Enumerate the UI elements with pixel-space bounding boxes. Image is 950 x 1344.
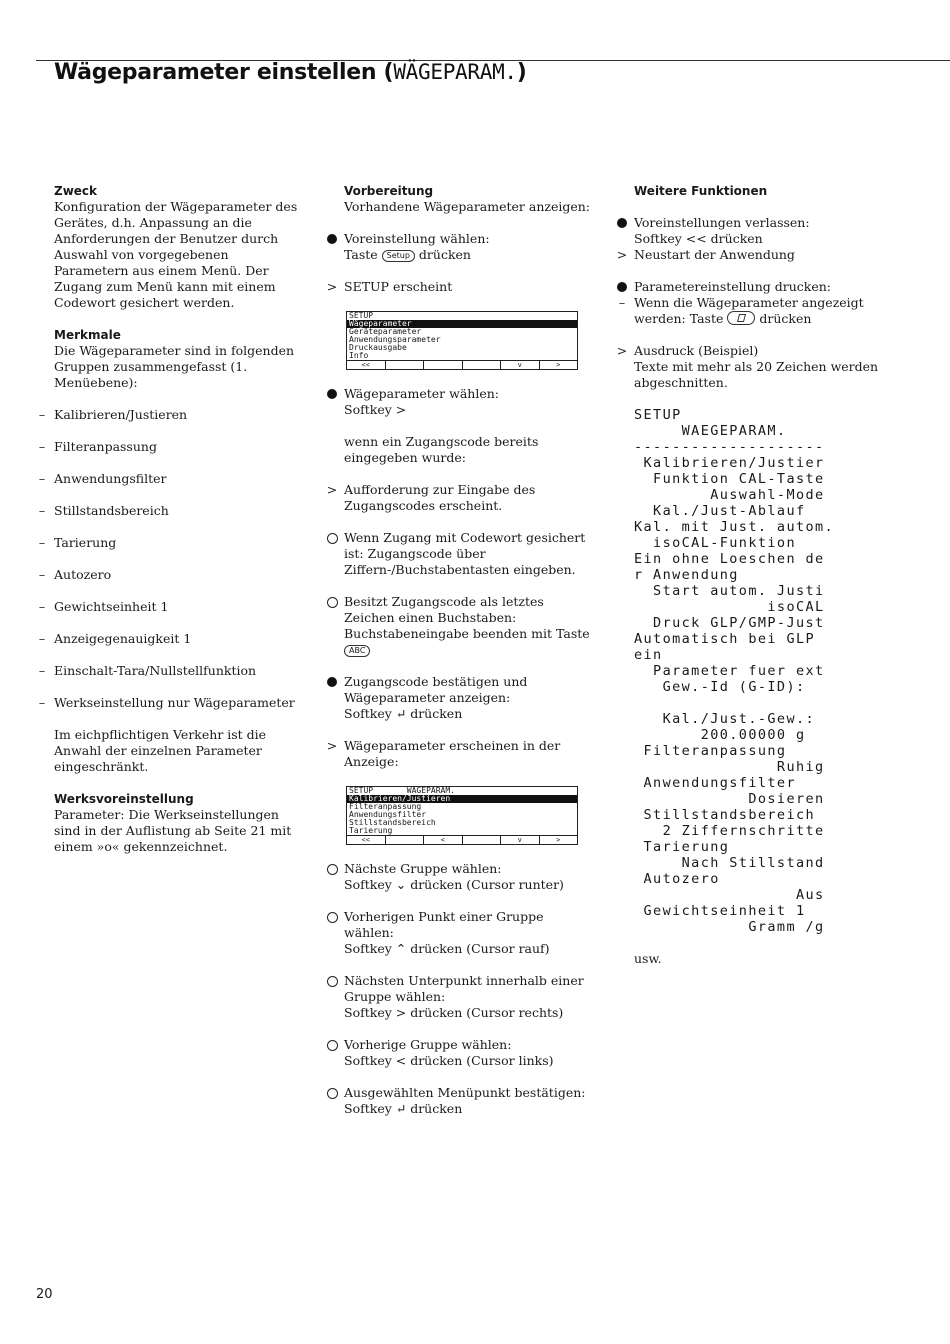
open-bullet-icon — [327, 533, 338, 544]
function-exit-presets: Voreinstellungen verlassen: Softkey << drücken — [634, 215, 894, 247]
result-restart: > Neustart der Anwendung — [616, 247, 795, 262]
softkey-label — [386, 836, 425, 844]
lcd-softkey-bar — [347, 835, 577, 844]
result-setup: > SETUP erscheint — [326, 279, 453, 294]
column-further-functions — [616, 183, 894, 983]
merkmale-heading: Merkmale — [54, 328, 121, 342]
lcd-row-selected: Wägeparameter — [347, 320, 577, 328]
filled-bullet-icon — [327, 234, 337, 244]
list-item: – Filteranpassung — [54, 439, 304, 455]
open-bullet-icon — [327, 1040, 338, 1051]
page-title-text: Wägeparameter einstellen ( — [54, 60, 394, 85]
lcd-row: Tarierung — [349, 827, 393, 835]
arrow-result-icon: > — [616, 343, 628, 358]
softkey-label: > — [556, 361, 561, 369]
dash-icon: – — [38, 631, 46, 646]
softkey-label: v — [501, 836, 540, 844]
access-code-note: wenn ein Zugangscode bereits eingegeben wurde: — [344, 434, 539, 465]
filled-bullet-icon — [327, 677, 337, 687]
filled-bullet-icon — [617, 282, 627, 292]
page-title-display-code: WÄGEPARAM. — [393, 60, 517, 84]
step-preset: Voreinstellung wählen: Taste Setup drücken — [344, 231, 594, 263]
page-title — [54, 60, 527, 85]
result-code-prompt: > Aufforderung zur Eingabe des Zugangscodes erscheint. — [326, 482, 536, 513]
list-item: – Autozero — [54, 567, 304, 583]
column-purpose — [38, 183, 304, 871]
group-list — [38, 407, 304, 711]
lcd-row: Anwendungsfilter — [349, 811, 427, 819]
list-item: – Stillstandsbereich — [54, 503, 304, 519]
step-confirm-code: Zugangscode bestätigen und Wägeparameter anzeigen: Softkey ↵ drücken — [344, 674, 594, 722]
option-prev-group: Vorherige Gruppe wählen: Softkey < drücken (Cursor links) — [344, 1037, 594, 1069]
page-number: 20 — [36, 1287, 53, 1302]
werk-text: Parameter: Die Werkseinstellungen sind in der Auflistung ab Seite 21 mit einem »o« gekennzeichnet. — [54, 807, 292, 854]
eich-text: Im eichpflichtigen Verkehr ist die Anwahl der einzelnen Parameter eingeschränkt. — [54, 727, 267, 774]
open-bullet-icon — [327, 912, 338, 923]
open-bullet-icon — [327, 976, 338, 987]
arrow-result-icon: > — [326, 738, 338, 753]
softkey-label — [386, 361, 425, 369]
abc-key-icon: ABC — [344, 645, 370, 657]
list-item: – Werkseinstellung nur Wägeparameter — [54, 695, 304, 711]
werk-heading: Werksvoreinstellung — [54, 792, 194, 806]
dash-icon: – — [618, 295, 626, 310]
arrow-result-icon: > — [326, 279, 338, 294]
setup-key-icon: Setup — [382, 250, 415, 262]
arrow-result-icon: > — [616, 247, 628, 262]
function-print-params: Parametereinstellung drucken: — [634, 279, 894, 295]
list-item: – Anzeigegenauigkeit 1 — [54, 631, 304, 647]
lcd-row: Stillstandsbereich — [349, 819, 436, 827]
list-item: – Kalibrieren/Justieren — [54, 407, 304, 423]
option-next-subpoint: Nächsten Unterpunkt innerhalb einer Gruppe wählen: Softkey > drücken (Cursor rechts) — [344, 973, 594, 1021]
merkmale-text: Die Wägeparameter sind in folgenden Gruppen zusammengefasst (1. Menüebene): — [54, 343, 295, 390]
dash-icon: – — [38, 695, 46, 710]
open-bullet-icon — [327, 1088, 338, 1099]
lcd-row: Druckausgabe — [349, 344, 407, 352]
list-item: – Einschalt-Tara/Nullstellfunktion — [54, 663, 304, 679]
softkey-label — [463, 361, 502, 369]
column-preparation — [326, 183, 594, 1133]
dash-icon: – — [38, 663, 46, 678]
softkey-label — [463, 836, 502, 844]
vorbereitung-intro: Vorhandene Wägeparameter anzeigen: — [344, 199, 591, 214]
softkey-label: > — [556, 836, 561, 844]
usw-text: usw. — [634, 951, 662, 966]
result-printout: > Ausdruck (Beispiel) Texte mit mehr als 20 Zeichen werden abgeschnitten. — [616, 343, 879, 390]
lcd-row: SETUP — [349, 312, 374, 320]
printout-example: SETUP WAEGEPARAM. -------------------- Kalibrieren/Justier Funktion CAL-Taste Auswahl-Mode Kal./Just-Ablauf Kal. mit Just. autom. isoCAL-Funktion Ein ohne Loeschen de r Anwendung Start autom. Justi isoCAL Druck GLP/GMP-Just Automatisch bei GLP ein Parameter fuer ext Gew.-Id (G-ID): Kal./Just.-Gew.: 200.00000 g Filteranpassung Ruhig Anwendungsfilter Dosieren Stillstandsbereich 2 Ziffernschritte Tarierung Nach Stillstand Autozero Aus Gewichtseinheit 1 Gramm /g — [634, 407, 835, 935]
list-item: – Gewichtseinheit 1 — [54, 599, 304, 615]
dash-icon: – — [38, 439, 46, 454]
softkey-label: < — [424, 836, 463, 844]
dash-icon: – — [38, 503, 46, 518]
filled-bullet-icon — [617, 218, 627, 228]
open-bullet-icon — [327, 597, 338, 608]
print-instruction: – Wenn die Wägeparameter angezeigt werden: Taste drücken — [634, 295, 894, 327]
lcd-row: Geräteparameter — [349, 328, 422, 336]
option-prev-point: Vorherigen Punkt einer Gruppe wählen: Softkey ⌃ drücken (Cursor rauf) — [344, 909, 594, 957]
option-confirm-item: Ausgewählten Menüpunkt bestätigen: Softkey ↵ drücken — [344, 1085, 594, 1117]
lcd-display-weighing — [346, 786, 578, 845]
dash-icon: – — [38, 535, 46, 550]
softkey-label: << — [347, 361, 386, 369]
dash-icon: – — [38, 599, 46, 614]
page-title-close: ) — [516, 60, 527, 85]
filled-bullet-icon — [327, 389, 337, 399]
lcd-softkey-bar — [347, 360, 577, 369]
option-codeword: Wenn Zugang mit Codewort gesichert ist: Zugangscode über Ziffern-/Buchstabentasten eingeben. — [344, 530, 594, 578]
step-select-weighing: Wägeparameter wählen: Softkey > — [344, 386, 594, 418]
lcd-row: Info — [349, 352, 369, 360]
result-params-shown: > Wägeparameter erscheinen in der Anzeige: — [326, 738, 561, 769]
print-key-icon — [727, 311, 755, 325]
lcd-row: Filteranpassung — [349, 803, 422, 811]
softkey-label: v — [501, 361, 540, 369]
list-item: – Anwendungsfilter — [54, 471, 304, 487]
lcd-display-setup — [346, 311, 578, 370]
dash-icon: – — [38, 567, 46, 582]
list-item: – Tarierung — [54, 535, 304, 551]
lcd-row: SETUP WÄGEPARAM. — [349, 787, 455, 795]
vorbereitung-heading: Vorbereitung — [344, 184, 434, 198]
zweck-heading: Zweck — [54, 184, 98, 198]
lcd-row-selected: Kalibrieren/Justieren — [347, 795, 577, 803]
weitere-heading: Weitere Funktionen — [634, 184, 768, 198]
softkey-label: << — [347, 836, 386, 844]
lcd-row: Anwendungsparameter — [349, 336, 441, 344]
option-letter-end: Besitzt Zugangscode als letztes Zeichen einen Buchstaben: Buchstabeneingabe beenden mit Taste ABC — [344, 594, 594, 658]
open-bullet-icon — [327, 864, 338, 875]
softkey-label — [424, 361, 463, 369]
arrow-result-icon: > — [326, 482, 338, 497]
option-next-group: Nächste Gruppe wählen: Softkey ⌄ drücken (Cursor runter) — [344, 861, 594, 893]
zweck-text: Konfiguration der Wägeparameter des Gerätes, d.h. Anpassung an die Anforderungen der Benutzer durch Auswahl von vorgegebenen Parametern aus einem Menü. Der Zugang zum Menü kann mit einem Codewort gesichert werden. — [54, 199, 298, 310]
dash-icon: – — [38, 471, 46, 486]
dash-icon: – — [38, 407, 46, 422]
